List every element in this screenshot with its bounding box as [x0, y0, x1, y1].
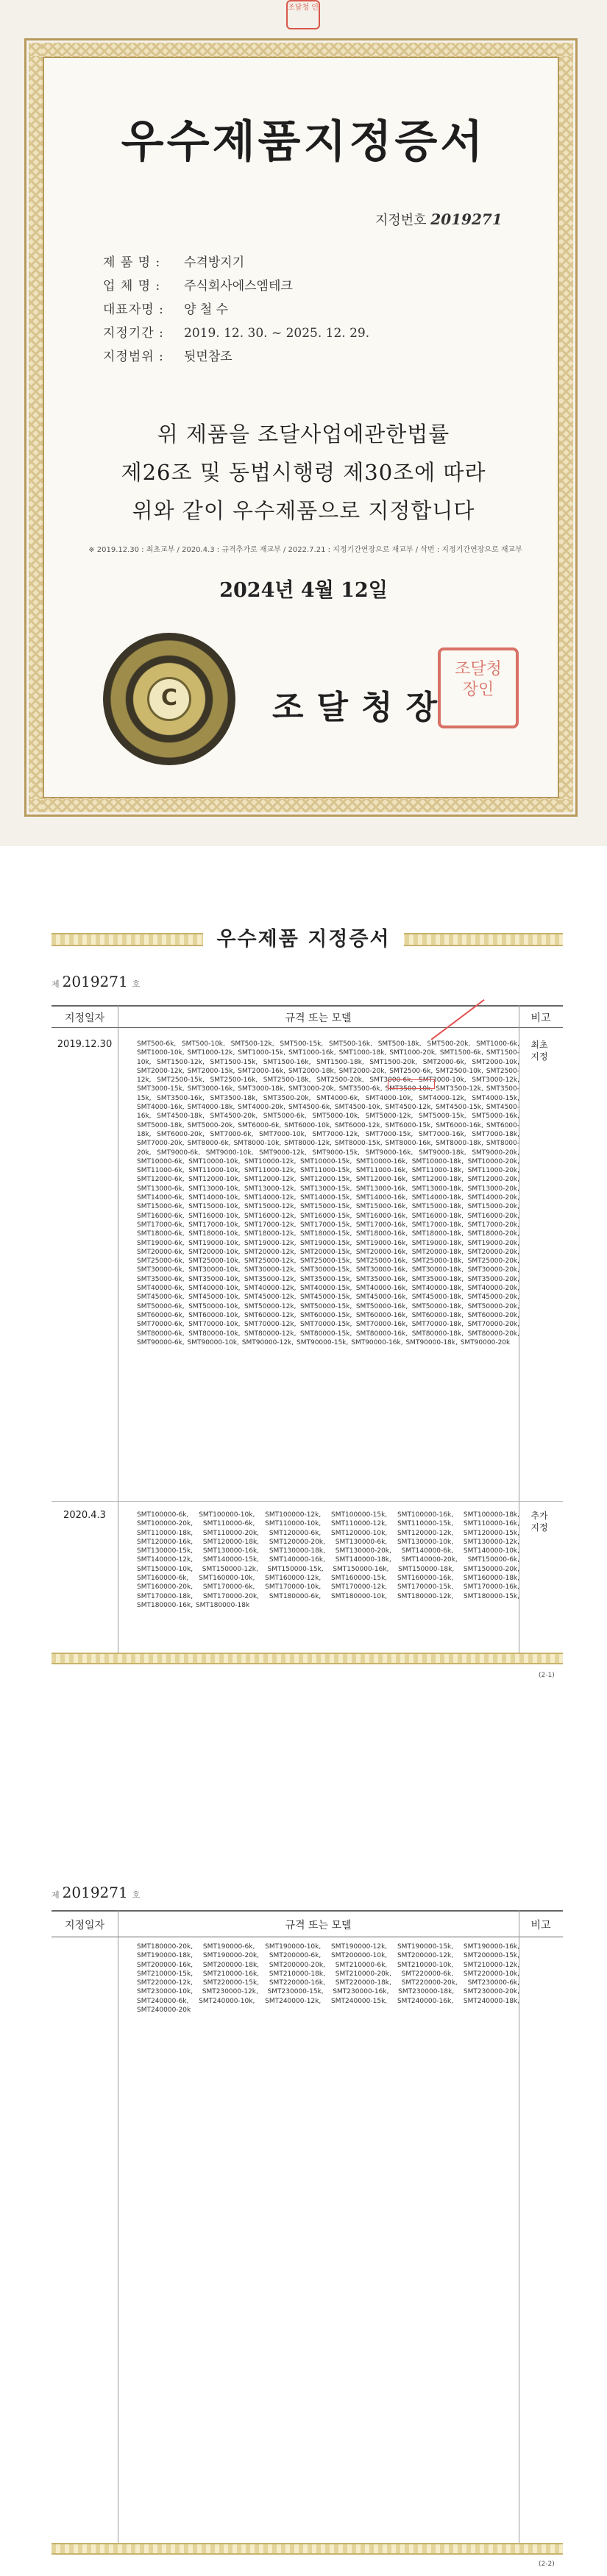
field-label: 대표자명 : — [103, 302, 164, 317]
model-list-continued: SMT180000-20k, SMT190000-6k, SMT190000-10k, SMT190000-12k, SMT190000-15k, SMT190000-16k, SMT190000-18k, SMT190000-20k, SMT200000-6k, SMT200000-10k, SMT200000-12k, SMT200000-15k, SMT200000-16k, SMT200000-18k, SMT200000-20k, SMT210000-6k, SMT210000-10k, SMT210000-12k, SMT210000-15k, SMT210000-16k, SMT210000-18k, SMT210000-20k, SMT220000-6k, SMT220000-10k, SMT220000-12k, SMT220000-15k, SMT220000-16k, SMT220000-18k, SMT220000-20k, SMT230000-6k, SMT230000-10k, SMT230000-12k, SMT230000-15k, SMT230000-16k, SMT230000-18k, SMT230000-20k, SMT240000-6k, SMT240000-10k, SMT240000-12k, SMT240000-15k, SMT240000-16k, SMT240000-18k, SMT240000-20k — [137, 1943, 519, 2015]
certificate-title: 우수제품지정증서 — [121, 116, 486, 168]
field-value: 수격방지기 — [184, 255, 245, 270]
header-note: 비고 — [530, 1920, 551, 1931]
emblem-center-mark: C — [147, 677, 191, 721]
page2-title — [0, 923, 607, 951]
field-company-name — [103, 275, 293, 294]
row-date: 2019.12.30 — [57, 1039, 113, 1050]
certificate-number — [375, 210, 503, 229]
page3-page-number: (2-2) — [539, 2561, 555, 2568]
doc-suffix: 호 — [132, 1890, 141, 1900]
page2-document-number — [52, 973, 140, 990]
model-list-added: SMT100000-6k, SMT100000-10k, SMT100000-12k, SMT100000-15k, SMT100000-16k, SMT100000-18k, SMT100000-20k, SMT110000-6k, SMT110000-10k, SMT110000-12k, SMT110000-15k, SMT110000-16k, SMT110000-18k, SMT110000-20k, SMT120000-6k, SMT120000-10k, SMT120000-12k, SMT120000-15k, SMT120000-16k, SMT120000-18k, SMT120000-20k, SMT130000-6k, SMT130000-10k, SMT130000-12k, SMT130000-15k, SMT130000-16k, SMT130000-18k, SMT130000-20k, SMT140000-6k, SMT140000-10k, SMT140000-12k, SMT140000-15k, SMT140000-16k, SMT140000-18k, SMT140000-20k, SMT150000-6k, SMT150000-10k, SMT150000-12k, SMT150000-15k, SMT150000-16k, SMT150000-18k, SMT150000-20k, SMT160000-6k, SMT160000-10k, SMT160000-12k, SMT160000-15k, SMT160000-16k, SMT160000-18k, SMT160000-20k, SMT170000-6k, SMT170000-10k, SMT170000-12k, SMT170000-15k, SMT170000-16k, SMT170000-18k, SMT170000-20k, SMT180000-6k, SMT180000-10k, SMT180000-12k, SMT180000-15k, SMT180000-16k, SMT180000-18k — [137, 1511, 519, 1609]
doc-number: 2019271 — [62, 1884, 128, 1901]
doc-prefix: 제 — [52, 979, 60, 989]
agency-seal-text: 조달청 장인 — [455, 660, 502, 699]
top-seal-text: 조달청 인 — [288, 4, 319, 12]
header-date: 지정일자 — [64, 1012, 105, 1024]
doc-number: 2019271 — [62, 973, 128, 990]
certificate-body-line: 위와 같이 우수제품으로 지정합니다 — [132, 498, 475, 523]
field-value: 2019. 12. 30. ~ 2025. 12. 29. — [184, 326, 370, 341]
model-list-initial: SMT500-6k, SMT500-10k, SMT500-12k, SMT500-15k, SMT500-16k, SMT500-18k, SMT500-20k, SMT1000-6k, SMT1000-10k, SMT1000-12k, SMT1000-15k, SMT1000-16k, SMT1000-18k, SMT1000-20k, SMT1500-6k, SMT1500-10k, SMT1500-12k, SMT1500-15k, SMT1500-16k, SMT1500-18k, SMT1500-20k, SMT2000-6k, SMT2000-10k, SMT2000-12k, SMT2000-15k, SMT2000-16k, SMT2000-18k, SMT2000-20k, SMT2500-6k, SMT2500-10k, SMT2500-12k, SMT2500-15k, SMT2500-16k, SMT2500-18k, SMT2500-20k, SMT3000-6k, SMT3000-10k, SMT3000-12k, SMT3000-15k, SMT3000-16k, SMT3000-18k, SMT3000-20k, SMT3500-6k, SMT3500-10k, SMT3500-12k, SMT3500-15k, SMT3500-16k, SMT3500-18k, SMT3500-20k, SMT4000-6k, SMT4000-10k, SMT4000-12k, SMT4000-15k, SMT4000-16k, SMT4000-18k, SMT4000-20k, SMT4500-6k, SMT4500-10k, SMT4500-12k, SMT4500-15k, SMT4500-16k, SMT4500-18k, SMT4500-20k, SMT5000-6k, SMT5000-10k, SMT5000-12k, SMT5000-15k, SMT5000-16k, SMT5000-18k, SMT5000-20k, SMT6000-6k, SMT6000-10k, SMT6000-12k, SMT6000-15k, SMT6000-16k, SMT6000-18k, SMT6000-20k, SMT7000-6k, SMT7000-10k, SMT7000-12k, SMT7000-15k, SMT7000-16k, SMT7000-18k, SMT7000-20k, SMT8000-6k, SMT8000-10k, SMT8000-12k, SMT8000-15k, SMT8000-16k, SMT8000-18k, SMT8000-20k, SMT9000-6k, SMT9000-10k, SMT9000-12k, SMT9000-15k, SMT9000-16k, SMT9000-18k, SMT9000-20k, SMT10000-6k, SMT10000-10k, SMT10000-12k, SMT10000-15k, SMT10000-16k, SMT10000-18k, SMT10000-20k, SMT11000-6k, SMT11000-10k, SMT11000-12k, SMT11000-15k, SMT11000-16k, SMT11000-18k, SMT11000-20k, SMT12000-6k, SMT12000-10k, SMT12000-12k, SMT12000-15k, SMT12000-16k, SMT12000-18k, SMT12000-20k, SMT13000-6k, SMT13000-10k, SMT13000-12k, SMT13000-15k, SMT13000-16k, SMT13000-18k, SMT13000-20k, SMT14000-6k, SMT14000-10k, SMT14000-12k, SMT14000-15k, SMT14000-16k, SMT14000-18k, SMT14000-20k, SMT15000-6k, SMT15000-10k, SMT15000-12k, SMT15000-15k, SMT15000-16k, SMT15000-18k, SMT15000-20k, SMT16000-6k, SMT16000-10k, SMT16000-12k, SMT16000-15k, SMT16000-16k, SMT16000-18k, SMT16000-20k, SMT17000-6k, SMT17000-10k, SMT17000-12k, SMT17000-15k, SMT17000-16k, SMT17000-18k, SMT17000-20k, SMT18000-6k, SMT18000-10k, SMT18000-12k, SMT18000-15k, SMT18000-16k, SMT18000-18k, SMT18000-20k, SMT19000-6k, SMT19000-10k, SMT19000-12k, SMT19000-15k, SMT19000-16k, SMT19000-18k, SMT19000-20k, SMT20000-6k, SMT20000-10k, SMT20000-12k, SMT20000-15k, SMT20000-16k, SMT20000-18k, SMT20000-20k, SMT25000-6k, SMT25000-10k, SMT25000-12k, SMT25000-15k, SMT25000-16k, SMT25000-18k, SMT25000-20k, SMT30000-6k, SMT30000-10k, SMT30000-12k, SMT30000-15k, SMT30000-16k, SMT30000-18k, SMT30000-20k, SMT35000-6k, SMT35000-10k, SMT35000-12k, SMT35000-15k, SMT35000-16k, SMT35000-18k, SMT35000-20k, SMT40000-6k, SMT40000-10k, SMT40000-12k, SMT40000-15k, SMT40000-16k, SMT40000-18k, SMT40000-20k, SMT45000-6k, SMT45000-10k, SMT45000-12k, SMT45000-15k, SMT45000-16k, SMT45000-18k, SMT45000-20k, SMT50000-6k, SMT50000-10k, SMT50000-12k, SMT50000-15k, SMT50000-16k, SMT50000-18k, SMT50000-20k, SMT60000-6k, SMT60000-10k, SMT60000-12k, SMT60000-15k, SMT60000-16k, SMT60000-18k, SMT60000-20k, SMT70000-6k, SMT70000-10k, SMT70000-12k, SMT70000-15k, SMT70000-16k, SMT70000-18k, SMT70000-20k, SMT80000-6k, SMT80000-10k, SMT80000-12k, SMT80000-15k, SMT80000-16k, SMT80000-18k, SMT80000-20k, SMT90000-6k, SMT90000-10k, SMT90000-12k, SMT90000-15k, SMT90000-16k, SMT90000-18k, SMT90000-20k — [137, 1040, 519, 1346]
issuing-agency: 조달청장 — [272, 689, 451, 726]
page2-page-number: (2-1) — [539, 1672, 555, 1679]
field-label: 지정범위 : — [103, 350, 164, 364]
row-separator — [52, 1501, 563, 1502]
page2-table-header — [52, 1005, 563, 1028]
header-note: 비고 — [530, 1012, 551, 1024]
field-product-name — [103, 252, 244, 270]
agency-seal-stamp — [438, 647, 519, 728]
field-representative — [103, 299, 228, 317]
row-date: 2020.4.3 — [63, 1510, 106, 1521]
field-value: 뒷면참조 — [184, 350, 232, 364]
certificate-body-line: 위 제품을 조달사업에관한법률 — [157, 422, 450, 447]
page3-document-number — [52, 1884, 140, 1901]
highlight-box — [388, 1079, 435, 1089]
top-seal-stamp — [286, 0, 320, 29]
header-models: 규격 또는 모델 — [285, 1920, 352, 1931]
issue-history-note: ※ 2019.12.30 : 최초교부 / 2020.4.3 : 규격추가로 재교부 / 2022.7.21 : 지정기간연장으로 재교부 / 삭번 : 지정기간연장으로 재교부 — [88, 546, 522, 554]
header-date: 지정일자 — [64, 1920, 105, 1931]
row-note: 추가 지정 — [530, 1511, 548, 1533]
page2-title-text: 우수제품 지정증서 — [203, 928, 403, 951]
page2-footer-band — [52, 1653, 563, 1664]
certificate-date: 2024년 4월 12일 — [219, 579, 388, 602]
field-value: 주식회사에스엠테크 — [184, 279, 293, 294]
field-value: 양 철 수 — [184, 302, 229, 317]
page3-footer-band — [52, 2543, 563, 2555]
field-label: 제 품 명 : — [103, 255, 161, 270]
field-period — [103, 322, 369, 341]
header-models: 규격 또는 모델 — [285, 1012, 352, 1024]
page3-table-header — [52, 1910, 563, 1937]
doc-prefix: 제 — [52, 1890, 60, 1900]
certificate-number-label: 지정번호 — [375, 213, 427, 228]
field-scope — [103, 346, 232, 364]
field-label: 지정기간 : — [103, 326, 164, 341]
certificate-number-value: 2019271 — [430, 210, 503, 228]
doc-suffix: 호 — [132, 979, 141, 989]
certificate-body-line: 제26조 및 동법시행령 제30조에 따라 — [121, 460, 486, 485]
row-note: 최초 지정 — [530, 1040, 548, 1062]
field-label: 업 체 명 : — [103, 279, 161, 294]
